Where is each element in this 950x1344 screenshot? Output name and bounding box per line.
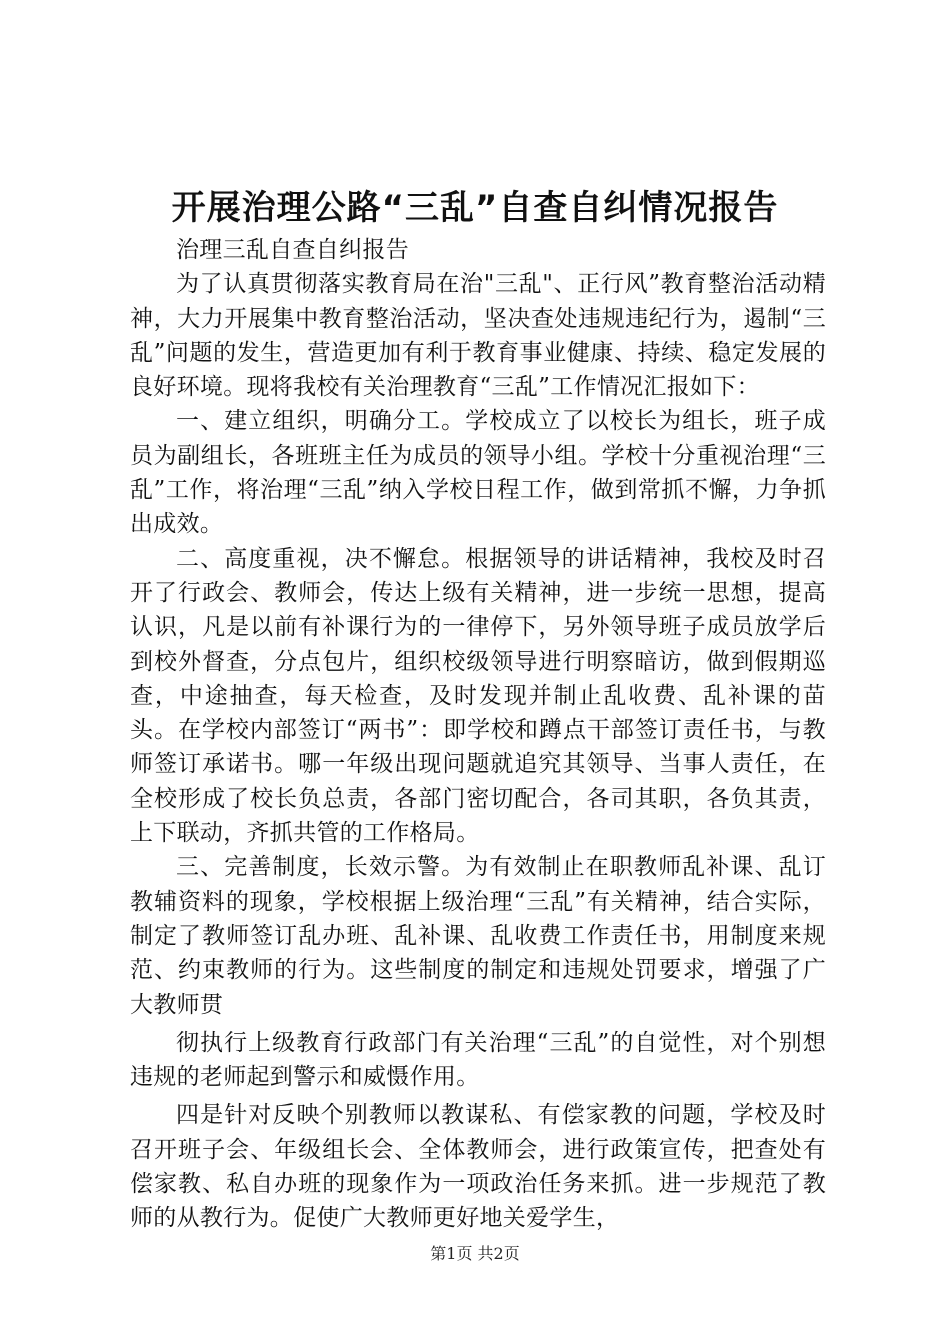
section-three-paragraph: 三、完善制度，长效示警。为有效制止在职教师乱补课、乱订教辅资料的现象，学校根据上级治理“三乱”有关精神，结合实际，制定了教师签订乱办班、乱补课、乱收费工作责任书，用制度来规范、约束教师的行为。这些制度的制定和违规处罚要求，增强了广大教师贯 — [130, 854, 826, 1018]
section-four-paragraph: 四是针对反映个别教师以教谋私、有偿家教的问题，学校及时召开班子会、年级组长会、全体教师会，进行政策宣传，把查处有偿家教、私自办班的现象作为一项政治任务来抓。进一步规范了教师的从教行为。促使广大教师更好地关爱学生， — [130, 1102, 826, 1232]
subtitle-paragraph: 治理三乱自查自纠报告 — [176, 237, 409, 263]
section-one-paragraph: 一、建立组织，明确分工。学校成立了以校长为组长，班子成员为副组长，各班班主任为成员的领导小组。学校十分重视治理“三乱”工作，将治理“三乱”纳入学校日程工作，做到常抓不懈，力争抓出成效。 — [130, 408, 826, 538]
section-three-continued-paragraph: 彻执行上级教育行政部门有关治理“三乱”的自觉性，对个别想违规的老师起到警示和威慑作用。 — [130, 1029, 826, 1091]
page-number-footer: 第1页 共2页 — [430, 1244, 520, 1263]
document-body — [130, 233, 826, 1236]
intro-paragraph: 为了认真贯彻落实教育局在治"三乱"、正行风”教育整治活动精神，大力开展集中教育整治活动，坚决查处违规违纪行为，遏制“三乱”问题的发生，营造更加有利于教育事业健康、持续、稳定发展的良好环境。现将我校有关治理教育“三乱”工作情况汇报如下： — [130, 271, 826, 401]
section-two-paragraph: 二、高度重视，决不懈怠。根据领导的讲话精神，我校及时召开了行政会、教师会，传达上级有关精神，进一步统一思想，提高认识，凡是以前有补课行为的一律停下，另外领导班子成员放学后到校外督查，分点包片，组织校级领导进行明察暗访，做到假期巡查，中途抽查，每天检查，及时发现并制止乱收费、乱补课的苗头。在学校内部签订“两书”：即学校和蹲点干部签订责任书，与教师签订承诺书。哪一年级出现问题就追究其领导、当事人责任，在全校形成了校长负总责，各部门密切配合，各司其职，各负其责，上下联动，齐抓共管的工作格局。 — [130, 545, 826, 847]
document-title: 开展治理公路“三乱”自查自纠情况报告 — [171, 188, 779, 228]
